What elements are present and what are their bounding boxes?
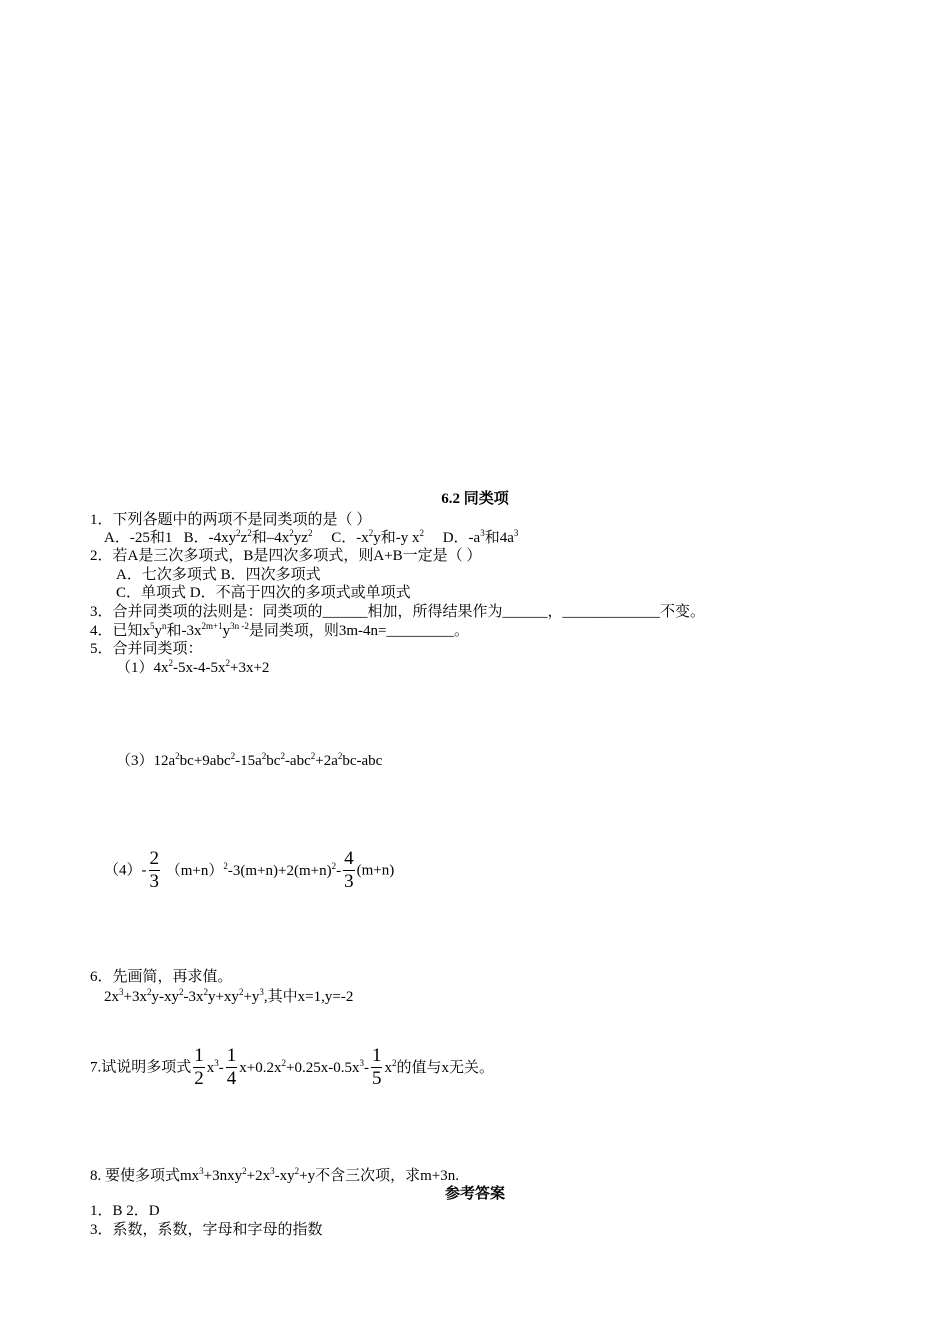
q2-options-row-2: C．单项式 D．不高于四次的多项式或单项式 bbox=[116, 585, 411, 601]
q2-options-row-1: A．七次多项式 B．四次多项式 bbox=[116, 567, 321, 583]
question-6-stem: 6．先画简，再求值。 bbox=[90, 969, 233, 985]
fraction-1-4: $\frac{1}{4}$ bbox=[226, 1045, 237, 1090]
q5-sub-4: （4）- $\frac{2}{3}$ $(m+n)^2-3(m+n)+2(m+n)^2-$ $\frac{4}{3}$ (m+n) bbox=[104, 848, 395, 893]
q5-sub-1: $(1)4x^2-5x-4-5x^2+3x+2$ bbox=[116, 658, 270, 676]
question-4: 4．已知$x^5y^n$和$-3x^{2m+1}y^{3n -2}$是同类项，则3m-4n=_________。 bbox=[90, 621, 469, 639]
q1-option-b: B．$-4xy^2z^2$和$-4x^2yz^2$ bbox=[183, 528, 313, 546]
q1-option-a: A．-25和1 bbox=[104, 530, 173, 546]
question-2-stem: 2．若A是三次多项式，B是四次多项式，则A+B一定是（ ） bbox=[90, 548, 482, 564]
answers-title: 参考答案 bbox=[444, 1186, 505, 1202]
question-1-options bbox=[104, 529, 518, 548]
answer-1-2: 1．B 2．D bbox=[90, 1203, 160, 1219]
question-6-expression: $2x^3+3x^2y-xy^2-3x^2y+xy^2+y^3$,其中x=1,y=-2 bbox=[104, 987, 354, 1005]
question-1-stem: 1．下列各题中的两项不是同类项的是（ ） bbox=[90, 512, 372, 528]
fraction-1-2: $\frac{1}{2}$ bbox=[194, 1045, 204, 1090]
question-3: 3．合并同类项的法则是：同类项的______相加，所得结果作为______，_____________不变。 bbox=[90, 604, 706, 620]
section-title: 6.2 同类项 bbox=[441, 491, 509, 507]
question-7: 7.试说明多项式 $\frac{1}{2}$ $x^3-$ $\frac{1}{4}$ $x+0.2x^2+0.25x-0.5x^3-$ $\frac{1}{5}$ $x^2$的值与x无关。 bbox=[90, 1045, 494, 1090]
fraction-2-3: $\frac{2}{3}$ bbox=[149, 848, 159, 893]
q5-sub-3: $(3)12a^2bc+9abc^2-15a^2bc^2-abc^2+2a^2bc$-abc bbox=[116, 751, 383, 769]
question-8: 8. 要使多项式$mx^3+3nxy^2+2x^3-xy^2+y$不含三次项，求m+3n. bbox=[90, 1166, 459, 1184]
q1-option-c: C．$-x^2y$和-y $x^2$ bbox=[331, 528, 424, 546]
fraction-1-5: $\frac{1}{5}$ bbox=[371, 1045, 382, 1090]
fraction-4-3: $\frac{4}{3}$ bbox=[344, 848, 354, 893]
answer-3: 3．系数，系数，字母和字母的指数 bbox=[90, 1222, 323, 1238]
question-5-stem: 5．合并同类项： bbox=[90, 641, 203, 657]
q1-option-d: D．$-a^3$和$4a^3$ bbox=[442, 528, 519, 546]
